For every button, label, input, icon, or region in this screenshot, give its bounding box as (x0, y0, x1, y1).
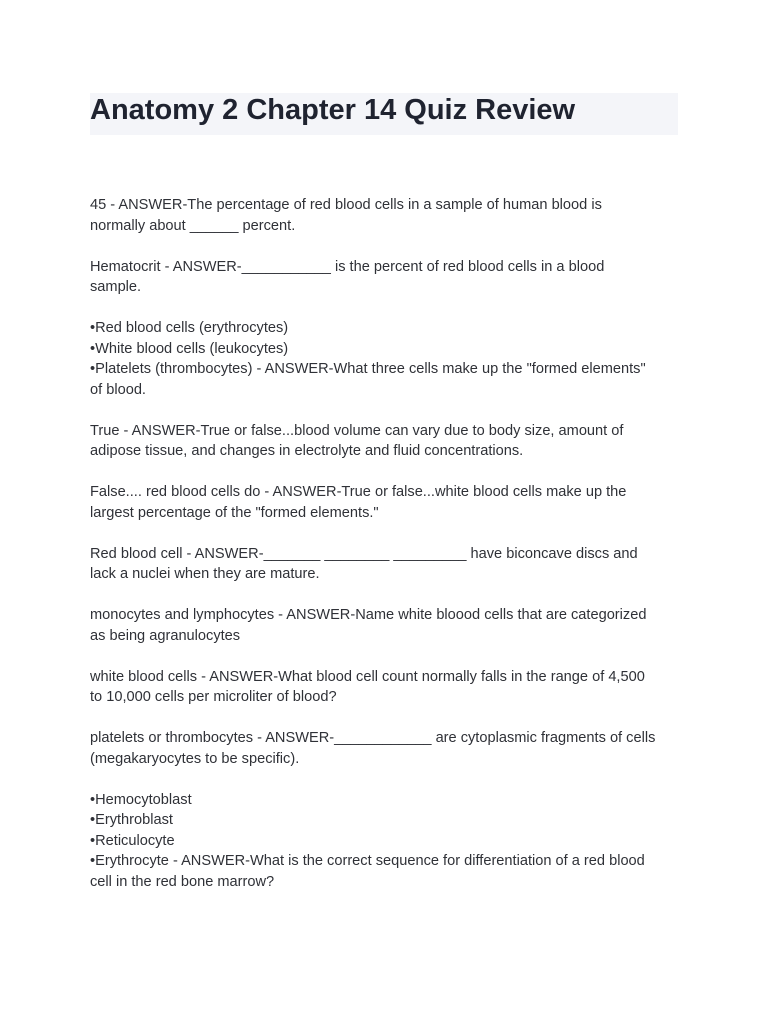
qa-entry-3 (90, 318, 682, 400)
entry-line: •White blood cells (leukocytes) (90, 340, 289, 357)
entry-line: as being agranulocytes (90, 627, 241, 644)
qa-entry-9 (90, 728, 682, 769)
entry-line: •Hemocytoblast (90, 791, 192, 808)
entry-line: Hematocrit - ANSWER-___________ is the percent of red blood cells in a blood (90, 258, 605, 275)
entry-line: adipose tissue, and changes in electrolyte and fluid concentrations. (90, 443, 524, 459)
document-body (90, 195, 682, 913)
entry-line: platelets or thrombocytes - ANSWER-____________ are cytoplasmic fragments of cells (90, 730, 656, 746)
qa-entry-6 (90, 544, 682, 585)
entry-line: •Erythrocyte - ANSWER-What is the correct sequence for differentiation of a red blood (90, 853, 645, 869)
qa-entry-1 (90, 195, 682, 236)
entry-line: •Erythroblast (90, 812, 173, 828)
entry-line: cell in the red bone marrow? (90, 873, 275, 890)
entry-line: of blood. (90, 381, 146, 398)
entry-line: Red blood cell - ANSWER-_______ ________ _________ have biconcave discs and (90, 545, 638, 562)
entry-line: sample. (90, 279, 142, 295)
qa-entry-10 (90, 790, 682, 893)
entry-line: •Red blood cells (erythrocytes) (90, 320, 289, 336)
entry-line: normally about ______ percent. (90, 217, 296, 234)
qa-entry-4 (90, 421, 682, 462)
entry-line: to 10,000 cells per microliter of blood? (90, 689, 337, 705)
qa-entry-8 (90, 667, 682, 708)
entry-line: white blood cells - ANSWER-What blood cell count normally falls in the range of 4,500 (90, 668, 645, 685)
entry-line: lack a nuclei when they are mature. (90, 566, 320, 582)
entry-line: largest percentage of the "formed elements." (90, 504, 379, 521)
qa-entry-5 (90, 482, 682, 523)
page-title: Anatomy 2 Chapter 14 Quiz Review (90, 94, 576, 126)
entry-line: •Reticulocyte (90, 832, 175, 849)
entry-line: 45 - ANSWER-The percentage of red blood cells in a sample of human blood is (90, 197, 602, 213)
qa-entry-7 (90, 605, 682, 646)
entry-line: (megakaryocytes to be specific). (90, 750, 300, 767)
qa-entry-2 (90, 257, 682, 298)
entry-line: True - ANSWER-True or false...blood volume can vary due to body size, amount of (90, 422, 624, 439)
entry-line: •Platelets (thrombocytes) - ANSWER-What three cells make up the "formed elements" (90, 361, 646, 377)
entry-line: False.... red blood cells do - ANSWER-True or false...white blood cells make up the (90, 484, 627, 500)
entry-line: monocytes and lymphocytes - ANSWER-Name white bloood cells that are categorized (90, 607, 647, 623)
